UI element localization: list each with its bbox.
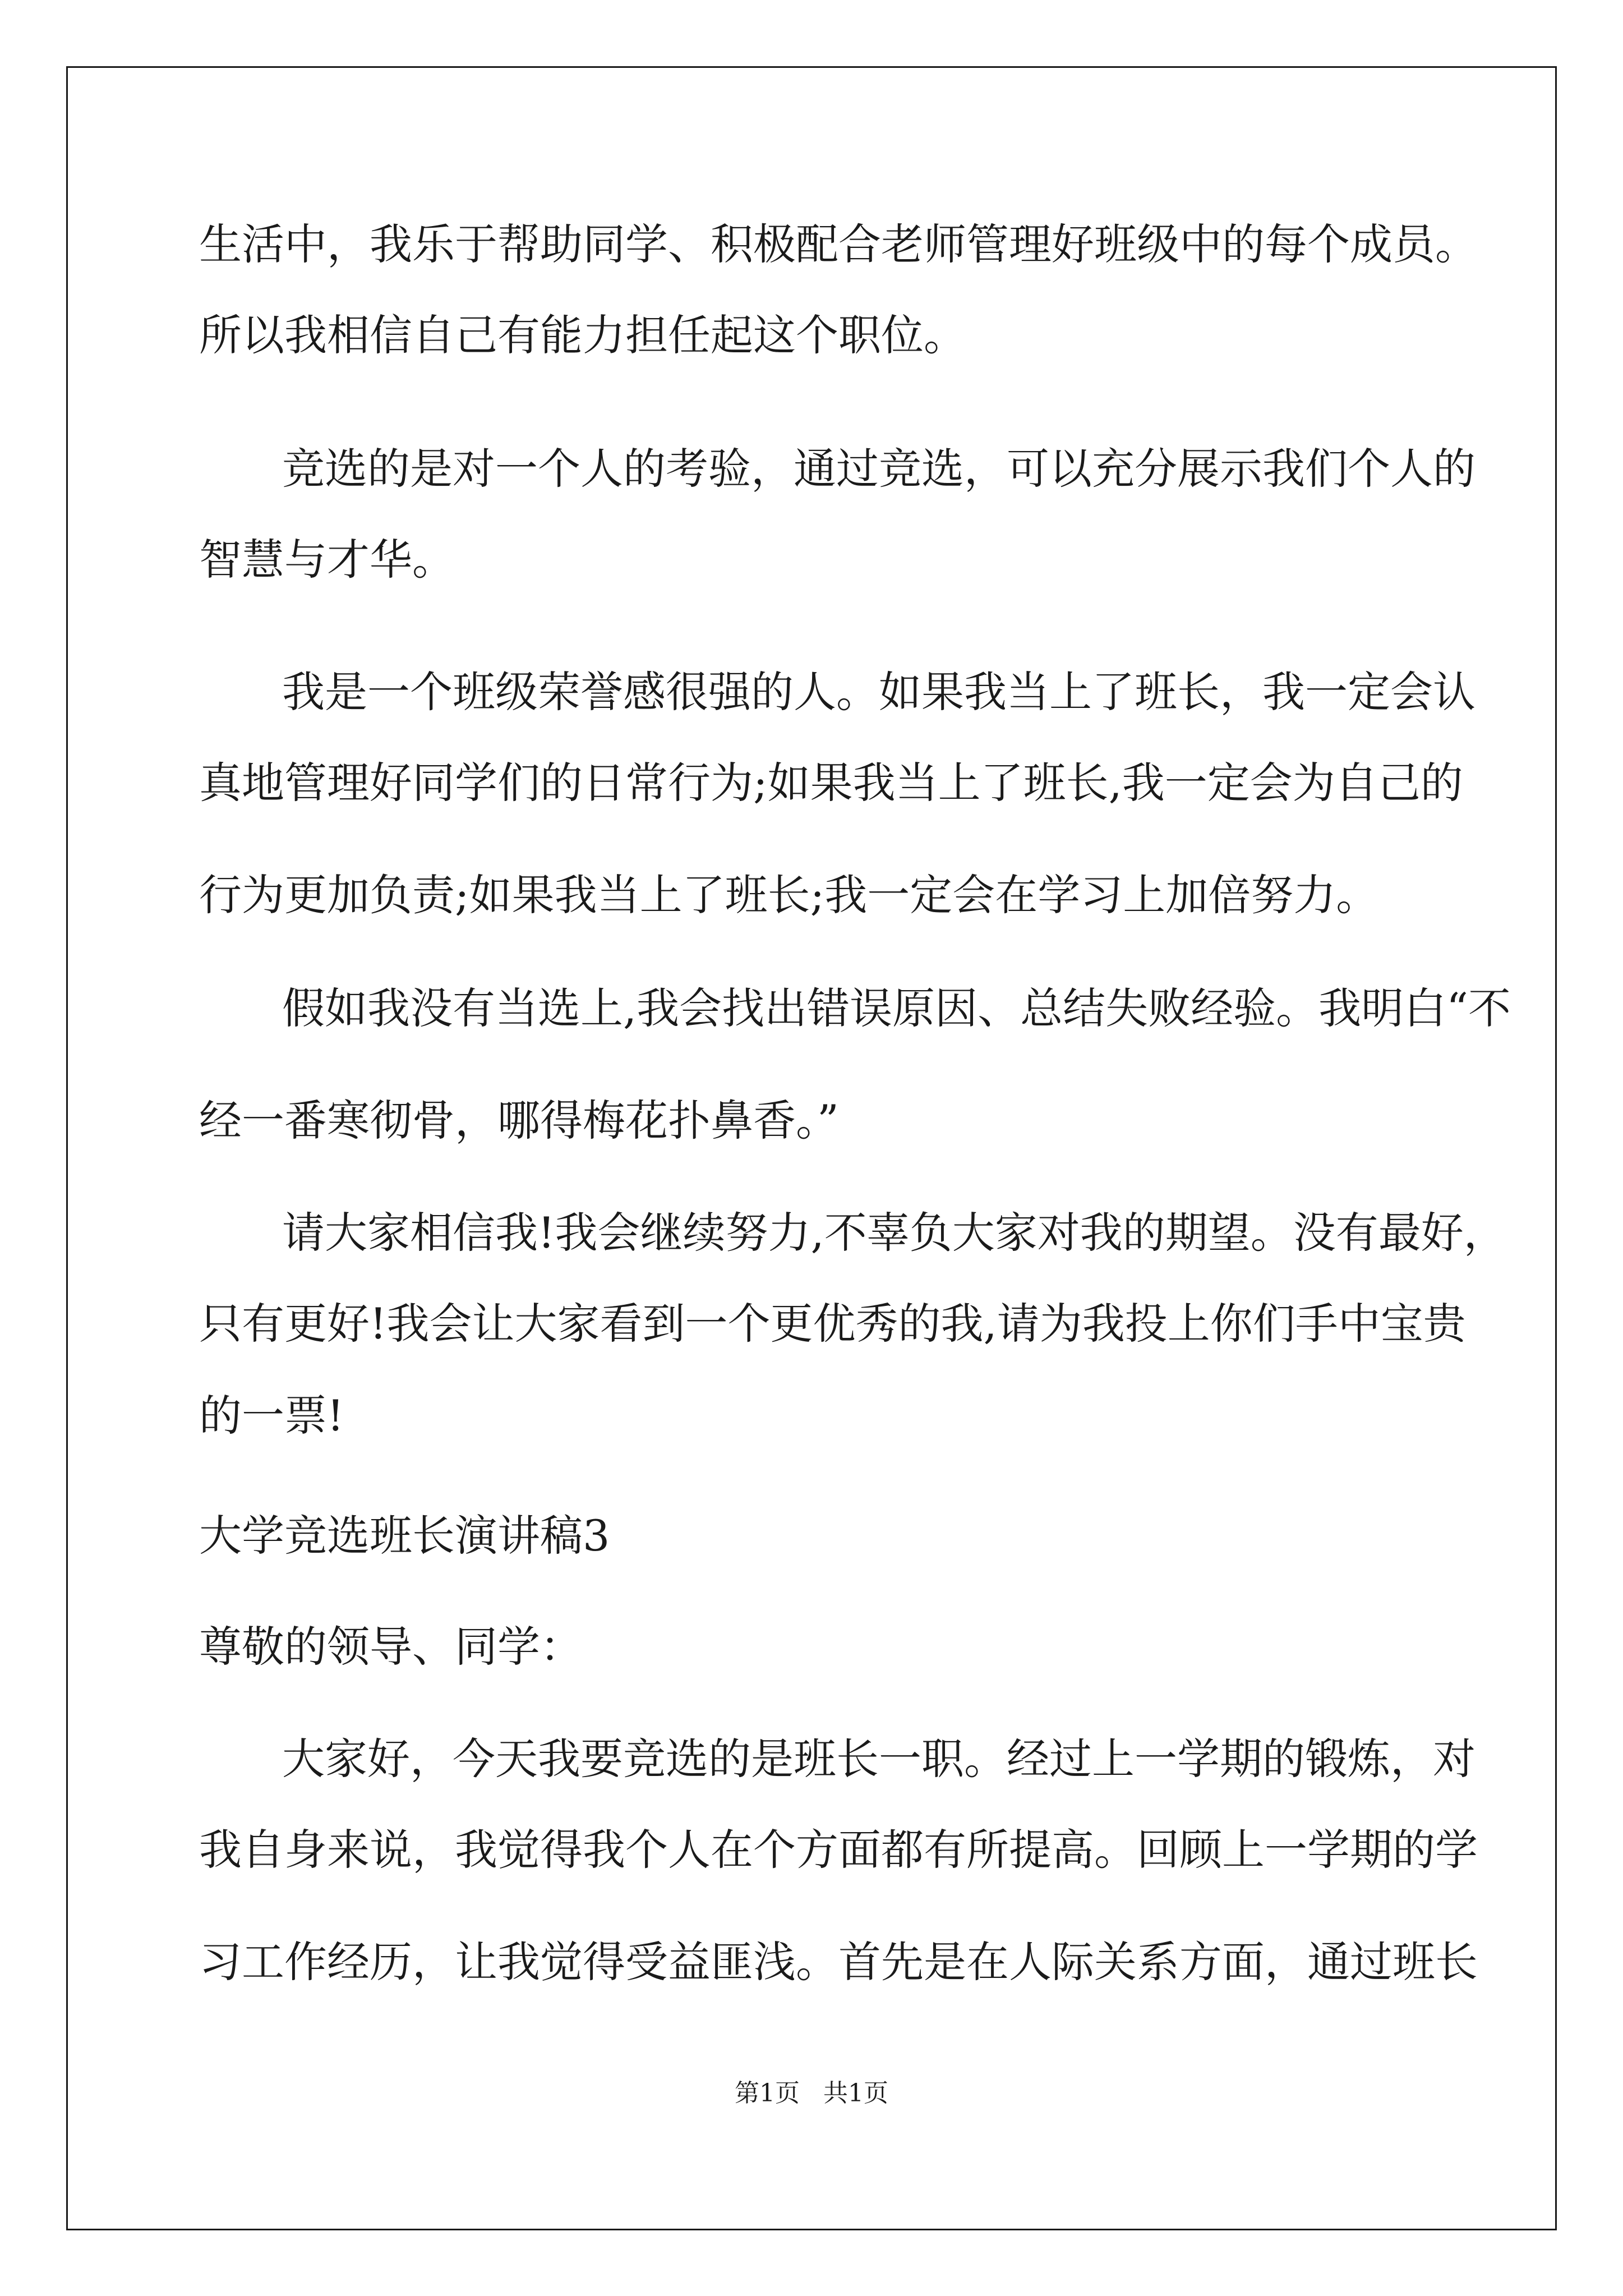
text-line: 请大家相信我!我会继续努力,不辜负大家对我的期望。没有最好， [282,1208,1506,1258]
page-footer [0,2081,1623,2106]
text-line: 行为更加负责;如果我当上了班长;我一定会在学习上加倍努力。 [199,870,1379,920]
text-line: 我自身来说，我觉得我个人在个方面都有所提高。回顾上一学期的学 [199,1825,1478,1875]
text-line: 智慧与才华。 [199,535,455,585]
text-line: 竞选的是对一个人的考验，通过竞选，可以充分展示我们个人的 [282,444,1476,494]
text-line: 经一番寒彻骨，哪得梅花扑鼻香。” [199,1096,839,1145]
text-line: 我是一个班级荣誉感很强的人。如果我当上了班长，我一定会认 [282,667,1476,717]
text-line: 生活中，我乐于帮助同学、积极配合老师管理好班级中的每个成员。 [199,219,1478,269]
text-line: 的一票! [199,1391,344,1441]
salutation: 尊敬的领导、同学： [199,1622,583,1672]
text-line: 所以我相信自己有能力担任起这个职位。 [199,310,966,360]
page-number: 第1页 [735,2079,800,2108]
page-total: 共1页 [823,2079,888,2108]
section-heading: 大学竞选班长演讲稿3 [199,1511,610,1561]
text-line: 真地管理好同学们的日常行为;如果我当上了班长,我一定会为自己的 [199,758,1463,808]
text-line: 大家好，今天我要竞选的是班长一职。经过上一学期的锻炼，对 [282,1734,1476,1784]
page-border [66,66,1557,2230]
text-line: 习工作经历，让我觉得受益匪浅。首先是在人际关系方面，通过班长 [199,1937,1478,1987]
text-line: 只有更好!我会让大家看到一个更优秀的我,请为我投上你们手中宝贵 [199,1299,1466,1349]
text-line: 假如我没有当选上,我会找出错误原因、总结失败经验。我明白“不 [282,983,1511,1033]
